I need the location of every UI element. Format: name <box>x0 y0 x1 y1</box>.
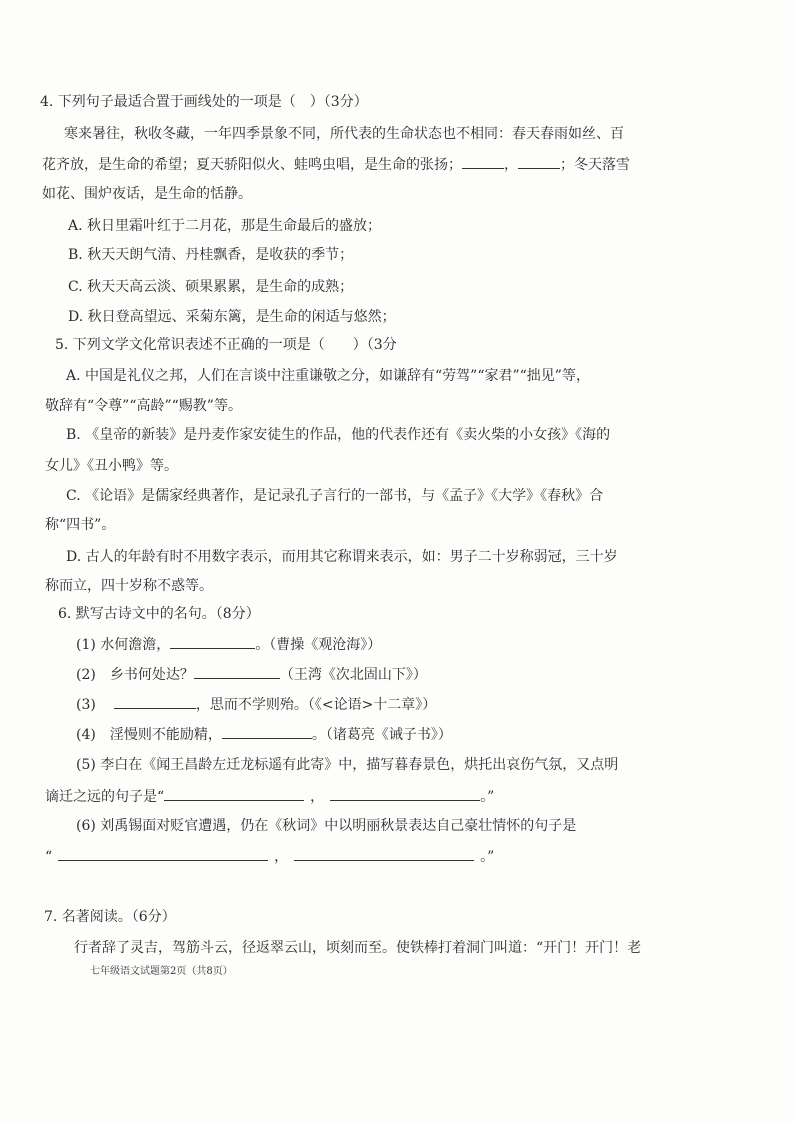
q7-stem: 7. 名著阅读。（6分） <box>44 909 176 925</box>
q6-stem: 6. 默写古诗文中的名句。（8分） <box>58 606 260 622</box>
q6-item4-source: 。（诸葛亮《诫子书》） <box>311 727 452 743</box>
q6-item2-blank <box>194 664 280 679</box>
q4-passage-text-c: ；冬天落雪 <box>560 157 630 173</box>
q4-passage-text-a: 花齐放，是生命的希望；夏天骄阳似火、蛙鸣虫唱，是生命的张扬； <box>42 157 462 173</box>
q4-passage-line3: 如花、围炉夜话，是生命的恬静。 <box>42 186 252 202</box>
q6-item3-label: (3) <box>76 697 96 713</box>
q6-item5-line2 <box>45 786 494 807</box>
q4-stem: 4. 下列句子最适合置于画线处的一项是（ ）（3分） <box>40 94 368 110</box>
q6-item5-text: 谪迁之远的句子是“ <box>45 789 165 805</box>
q4-passage-text-b: ， <box>504 157 518 173</box>
q5-option-a-line2: 敬辞有“令尊”“高龄”“赐教”等。 <box>45 398 242 414</box>
q6-item1-source: 。（曹操《观沧海》） <box>255 637 382 653</box>
q5-option-c-line2: 称“四书”。 <box>45 517 116 533</box>
q6-item1-blank <box>170 634 255 649</box>
q4-option-c: C. 秋天天高云淡、硕果累累，是生命的成熟； <box>68 279 354 295</box>
q5-option-d-line1: D. 古人的年龄有时不用数字表示，而用其它称谓来表示，如：男子二十岁称弱冠，三十岁 <box>66 549 618 565</box>
q5-option-a-line1: A. 中国是礼仪之邦，人们在言谈中注重谦敬之分，如谦辞有“劳驾”“家君”“拙见”等， <box>66 368 590 384</box>
q6-item6-line2 <box>45 846 494 867</box>
q4-passage-line2 <box>42 154 630 175</box>
q4-blank-1 <box>462 154 504 169</box>
q6-item6-open: “ <box>45 849 53 865</box>
q6-item3 <box>76 694 436 715</box>
q6-item3-text: ，思而不学则殆。（《<论语>十二章》） <box>195 697 437 713</box>
q6-item5-blank-2 <box>330 786 480 801</box>
q4-passage-line1: 寒来暑往，秋收冬藏，一年四季景象不同，所代表的生命状态也不相同：春天春雨如丝、百 <box>64 126 624 142</box>
q6-item2-source: （王湾《次北固山下》） <box>279 667 427 683</box>
q6-item5-line1: (5) 李白在《闻王昌龄左迁龙标遥有此寄》中，描写暮春景色，烘托出哀伤气氛，又点明 <box>76 757 619 773</box>
q6-item4-blank <box>222 724 312 739</box>
q5-stem: 5. 下列文学文化常识表述不正确的一项是（ ）（3分 <box>55 337 397 353</box>
q6-item6-line1: (6) 刘禹锡面对贬官遭遇，仍在《秋词》中以明丽秋景表达自己豪壮情怀的句子是 <box>76 818 577 834</box>
q4-option-b: B. 秋天天朗气清、丹桂飘香，是收获的季节； <box>68 247 354 263</box>
q5-option-b-line2: 女儿》《丑小鸭》等。 <box>45 458 178 474</box>
q4-blank-2 <box>518 154 560 169</box>
q6-item1 <box>76 634 381 655</box>
q6-item5-sep: ， <box>310 789 325 805</box>
q5-option-b-line1: B. 《皇帝的新装》是丹麦作家安徒生的作品，他的代表作还有《卖火柴的小女孩》《海的 <box>66 427 611 443</box>
q6-item4-text: (4) 淫慢则不能励精， <box>76 727 222 743</box>
q6-item5-blank-1 <box>164 786 304 801</box>
q4-option-a: A. 秋日里霜叶红于二月花，那是生命最后的盛放； <box>68 218 382 234</box>
q6-item3-blank <box>114 694 196 709</box>
q5-option-d-line2: 称而立，四十岁称不惑等。 <box>45 578 213 594</box>
q6-item2-text: (2) 乡书何处达？ <box>76 667 194 683</box>
q6-item6-sep: ， <box>274 849 289 865</box>
q6-item6-blank-2 <box>294 846 474 861</box>
page-footer: 七年级语文试题第2页（共8页） <box>90 966 233 977</box>
q5-option-c-line1: C. 《论语》是儒家经典著作，是记录孔子言行的一部书，与《孟子》《大学》《春秋》合 <box>66 488 604 504</box>
q6-item2 <box>76 664 427 685</box>
q6-item1-text: (1) 水何澹澹， <box>76 637 171 653</box>
q6-item5-end: 。” <box>480 789 495 805</box>
q6-item6-blank-1 <box>58 846 268 861</box>
q7-passage-line1: 行者辞了灵吉，驾筋斗云，径返翠云山，顷刻而至。使铁棒打着洞门叫道：“开门！开门！老 <box>74 940 642 956</box>
q4-option-d: D. 秋日登高望远、采菊东篱，是生命的闲适与悠然； <box>68 309 396 325</box>
q6-item6-end: 。” <box>480 849 495 865</box>
q6-item4 <box>76 724 452 745</box>
